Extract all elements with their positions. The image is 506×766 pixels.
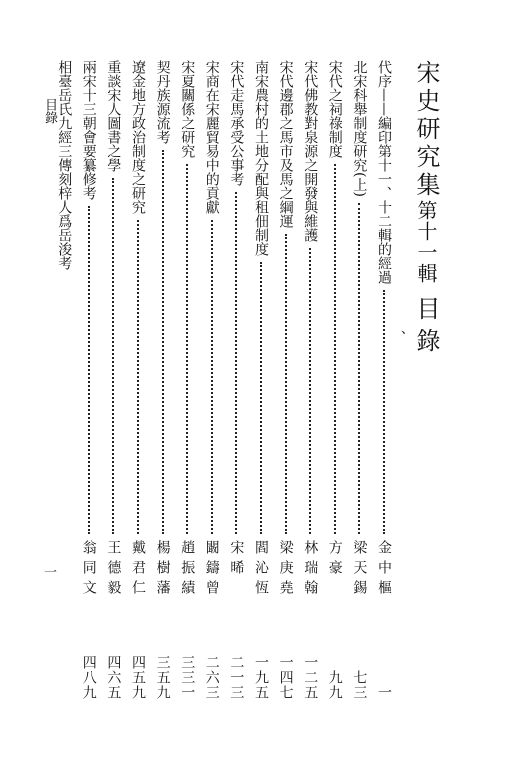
dot-leader <box>309 248 311 534</box>
toc-entry <box>101 60 125 700</box>
entry-author: 金中樞 <box>376 540 392 600</box>
entry-title: 重談宋人圖書之學 <box>105 60 122 172</box>
entry-title: 宋代邊郡之馬市及馬之綱運 <box>277 60 294 228</box>
comma-mark: 、 <box>401 322 415 337</box>
toc-entry <box>77 60 101 700</box>
entry-page: 三三一 <box>179 655 196 700</box>
running-head: 目錄 <box>42 98 57 124</box>
entry-author: 方豪 <box>326 540 343 580</box>
toc-entry <box>249 60 273 700</box>
entry-page: 七三 <box>351 670 368 700</box>
entry-title: 南宋農村的土地分配與租佃制度 <box>253 60 269 256</box>
dot-leader <box>88 206 90 534</box>
entry-author: 戴君仁 <box>130 540 146 600</box>
entry-author: 王德毅 <box>105 540 122 600</box>
toc-entry <box>274 60 298 700</box>
toc-entry <box>224 60 248 700</box>
entry-author: 梁庚堯 <box>277 540 294 600</box>
dot-leader <box>211 220 213 534</box>
entry-page: 二一三 <box>228 655 245 700</box>
entry-page: 四五九 <box>130 655 146 700</box>
page-number: 一 <box>41 565 56 578</box>
dot-leader <box>137 220 139 534</box>
toc-entry <box>126 60 150 700</box>
dot-leader <box>162 150 164 534</box>
entry-title: 北宋科舉制度研究(上) <box>351 60 368 197</box>
dot-leader <box>112 178 114 534</box>
toc-entry <box>347 60 371 700</box>
entry-author: 梁天錫 <box>351 540 368 600</box>
entry-page: 一四七 <box>277 655 294 700</box>
entry-author: 宋晞 <box>228 540 245 580</box>
entry-page: 一九五 <box>253 655 269 700</box>
entry-title: 宋代之祠祿制度 <box>326 60 343 158</box>
title-main: 宋史研究集 <box>412 60 440 200</box>
entry-author: 趙振績 <box>179 540 196 600</box>
title-toc: 目錄 <box>412 296 440 360</box>
entry-page: 四六五 <box>105 655 122 700</box>
entry-title: 代序——編印第十一、十二輯的經過 <box>376 60 392 284</box>
entry-title: 宋代佛教對泉源之開發與維護 <box>302 60 319 242</box>
entry-page: 一 <box>376 685 392 700</box>
toc-entry <box>298 60 322 700</box>
dot-leader <box>186 164 188 534</box>
entry-page: 二六三 <box>203 655 220 700</box>
entry-author: 楊樹藩 <box>154 540 171 600</box>
dot-leader <box>235 192 237 534</box>
entry-title: 契丹族源流考 <box>154 60 171 144</box>
toc-entry <box>151 60 175 700</box>
entry-title: 宋代走馬承受公事考 <box>228 60 245 186</box>
entry-title: 宋商在宋麗貿易中的貢獻 <box>203 60 220 214</box>
entry-title: 遼金地方政治制度之研究 <box>130 60 146 214</box>
entry-title: 兩宋十三朝會要纂修考 <box>80 60 97 200</box>
entry-title: 相臺岳氏九經三傳刻梓人爲岳浚考 <box>56 60 73 270</box>
entry-page: 三五九 <box>154 655 171 700</box>
entry-author: 闞鑄曾 <box>203 540 220 600</box>
entry-author: 林瑞翰 <box>302 540 319 600</box>
dot-leader <box>285 234 287 534</box>
toc-entry <box>175 60 199 700</box>
toc-entry <box>323 60 347 700</box>
entry-author: 閻沁恆 <box>253 540 269 600</box>
entry-author: 翁同文 <box>80 540 97 600</box>
dot-leader <box>260 262 262 534</box>
dot-leader <box>334 164 336 534</box>
dot-leader <box>358 203 360 534</box>
entry-title: 宋夏關係之研究 <box>179 60 196 158</box>
entry-page: 四八九 <box>80 655 97 700</box>
entry-page: 一二五 <box>302 655 319 700</box>
dot-leader <box>383 290 385 534</box>
entry-page: 九九 <box>326 670 343 700</box>
title-volume: 第十一輯 <box>414 200 438 284</box>
book-title <box>408 60 444 360</box>
toc-entry <box>200 60 224 700</box>
toc-entry <box>372 60 396 700</box>
toc-entry <box>52 60 76 700</box>
